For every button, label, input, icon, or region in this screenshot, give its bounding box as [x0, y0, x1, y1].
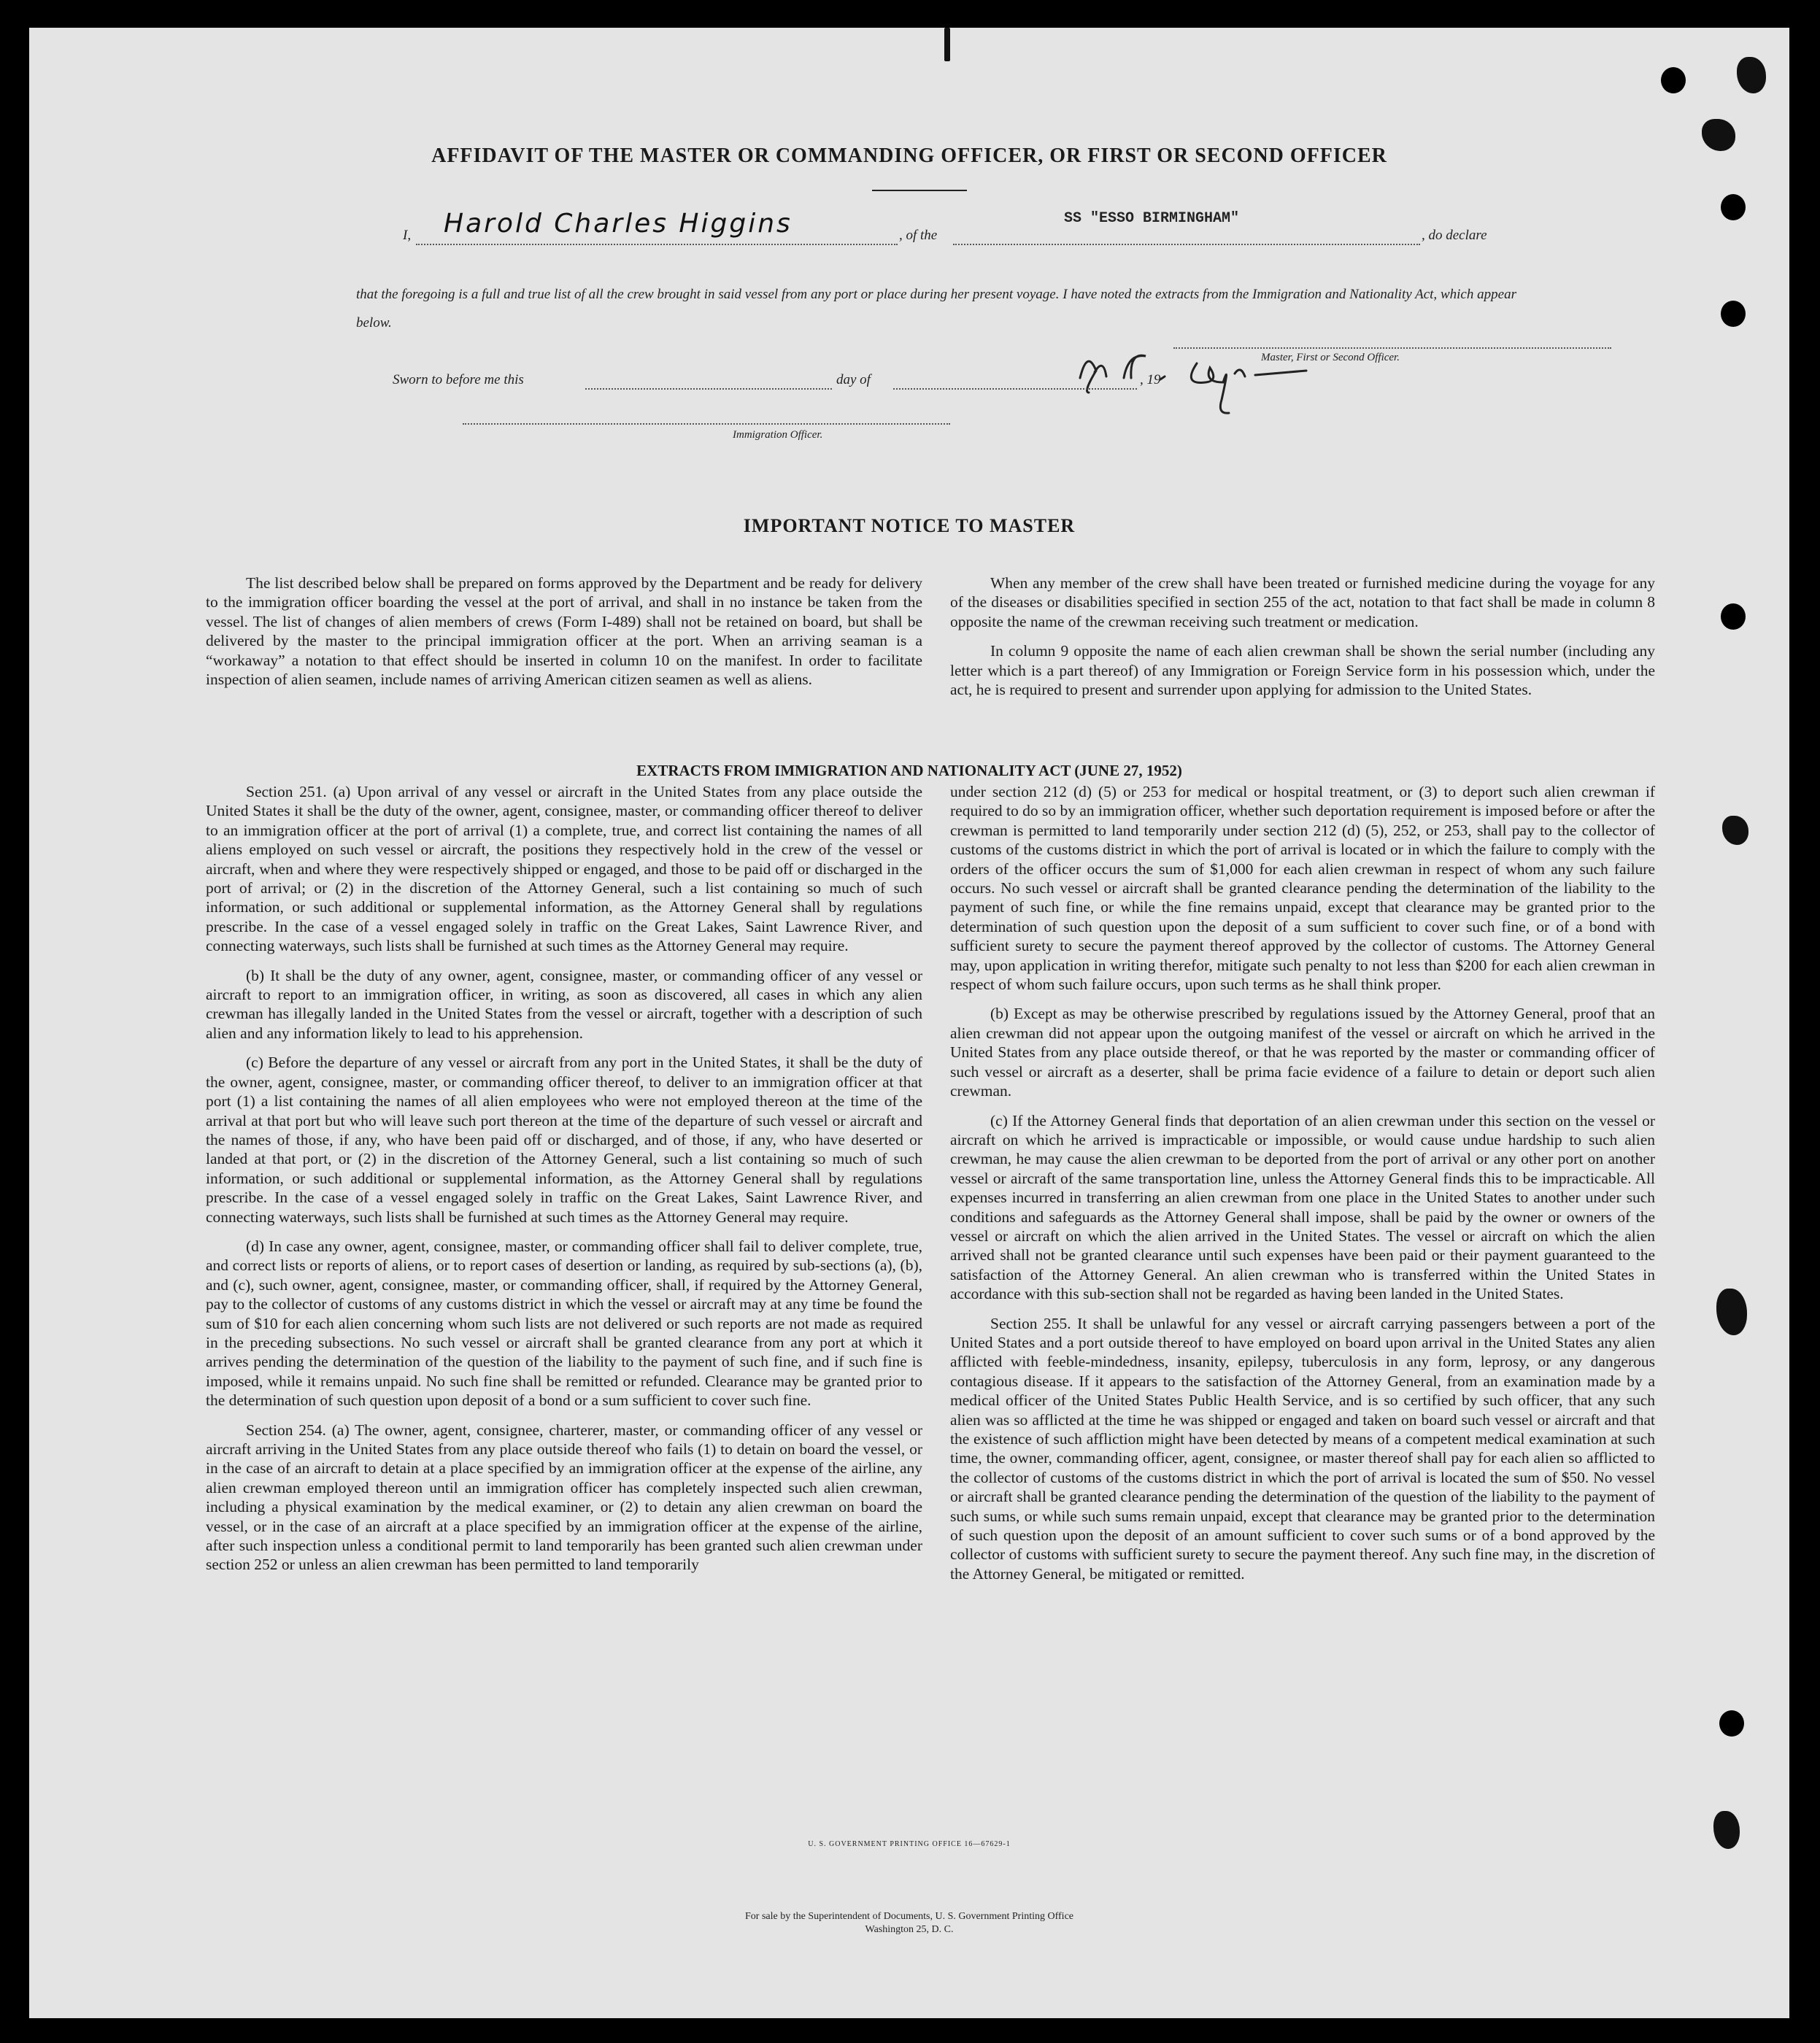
day-of-label: day of — [836, 372, 871, 387]
section-254a: Section 254. (a) The owner, agent, consignee, charterer, master, or commanding officer of any vessel or aircraft arriving in the United States from any place outside thereof who fails (1) to detain on board the vessel, or in the case of an aircraft to detain at a place specified by an immigration officer at the expense of the airline, any alien crewman employed thereon until an immigration officer has completely inspected such alien crewman, including a physical examination by the medical examiner, or (2) to detain any alien crewman on board the vessel, or in the case of an aircraft at a place specified by an immigration officer at the expense of the airline, after such inspection unless a conditional permit to land temporarily has been granted such alien crewman under section 252 or unless an alien crewman has been permitted to land temporarily — [206, 1421, 922, 1574]
vessel-name-typed: SS "ESSO BIRMINGHAM" — [1064, 210, 1240, 227]
punch-hole — [1719, 1710, 1744, 1737]
of-the-label: , of the — [899, 228, 938, 243]
staple-mark — [944, 28, 950, 61]
city-line: Washington 25, D. C. — [865, 1924, 954, 1935]
section-251d: (d) In case any owner, agent, consignee, master, or commanding officer shall fail to deliver complete, true, and correct lists or reports of aliens, or to report cases of desertion or landing, as required by sub-sections (a), (b), and (c), such owner, agent, consignee, master, or commanding officer, shall, if required by the Attorney General, pay to the collector of customs of any customs district in which the vessel or aircraft may at any time be found the sum of $10 for each alien concerning whom such lists are not delivered or such reports are not made as required in the preceding subsections. No such vessel or aircraft shall be granted clearance from any port at which it arrives pending the determination of the question of the liability to the payment of such fine, and if such fine is imposed, while it remains unpaid. No such fine shall be remitted or refunded. Clearance may be granted prior to the determination of such question upon deposit of a bond or a sum sufficient to cover such fine. — [206, 1237, 922, 1410]
name-field-line — [416, 244, 898, 245]
section-254c: (c) If the Attorney General finds that deportation of an alien crewman under this section on the vessel or aircraft on which he arrived is impracticable or impossible, or would cause undue hardship to such alien crewman, he may cause the alien crewman to be deported from the port of arrival or any other port on another vessel or aircraft of the same transportation line, unless the Attorney General finds this to be impracticable. All expenses incurred in transferring an alien crewman from one place in the United States to another under such conditions and safeguards as the Attorney General shall impose, shall be paid by the owner or owners of the vessel or aircraft on which the alien arrived in the United States. The vessel or aircraft on which the alien arrived shall not be granted clearance until such expenses have been paid or their payment guaranteed to the satisfaction of the Attorney General. An alien crewman who is transferred within the United States in accordance with this sub-section shall not be regarded as having been landed in the United States. — [950, 1111, 1655, 1303]
sworn-label: Sworn to before me this — [393, 372, 524, 387]
affidavit-text: that the foregoing is a full and true list of all the crew brought in said vessel from any port or place during her present voyage. I have noted the extracts from the Immigration and Nationality Act, which appear below. — [356, 287, 1516, 331]
form-page — [29, 28, 1789, 2018]
signature-line — [1173, 347, 1611, 349]
section-251a: Section 251. (a) Upon arrival of any vessel or aircraft in the United States from any place outside the United States it shall be the duty of the owner, agent, consignee, master, or commanding officer thereof to deliver to an immigration officer at the port of arrival (1) a complete, true, and correct list containing the names of all aliens employed on such vessel or aircraft, the positions they respectively hold in the crew of the vessel or aircraft, when and where they were respectively shipped or engaged, and those to be paid off or discharged in the port of arrival; or (2) in the discretion of the Attorney General, such a list containing so much of such information, or such additional or supplemental information, as the Attorney General shall by regulations prescribe. In the case of a vessel engaged solely in traffic on the Great Lakes, Saint Lawrence River, and connecting waterways, such lists shall be furnished at such times as the Attorney General may require. — [206, 783, 922, 955]
do-declare-label: , do declare — [1422, 228, 1487, 243]
ink-blotch — [1716, 1289, 1747, 1335]
year-label: , 19 — [1140, 372, 1161, 387]
sworn-date-field — [585, 388, 832, 390]
punch-hole — [1721, 603, 1746, 630]
notice-paragraph: The list described below shall be prepared on forms approved by the Department and be ready for delivery to the immigration officer boarding the vessel at the port of arrival, and shall in no instance be taken from the vessel. The list of changes of alien members of crews (Form I-489) shall not be retained on board, but shall be delivered by the master to the principal immigration officer at the port. When an arriving seaman is a “workaway” a notation to that effect should be inserted in column 10 on the manifest. In order to facilitate inspection of alien seamen, include names of arriving American citizen seamen as well as aliens. — [206, 574, 922, 689]
section-254b: (b) Except as may be otherwise prescribed by regulations issued by the Attorney General, proof that an alien crewman did not appear upon the outgoing manifest of the vessel or aircraft on which he arrived in the United States from any place outside thereof, or that he was reported by the master or commanding officer of such vessel or aircraft as a deserter, shall be prima facie evidence of a failure to detain or deport such alien crewman. — [950, 1005, 1655, 1100]
notice-left-column — [206, 573, 922, 699]
sale-line: For sale by the Superintendent of Documents, U. S. Government Printing Office — [745, 1911, 1073, 1922]
extracts-title: EXTRACTS FROM IMMIGRATION AND NATIONALITY ACT (JUNE 27, 1952) — [636, 762, 1182, 779]
page-title: AFFIDAVIT OF THE MASTER OR COMMANDING OFFICER, OR FIRST OR SECOND OFFICER — [431, 144, 1387, 167]
title-divider — [872, 190, 967, 191]
section-255: Section 255. It shall be unlawful for any vessel or aircraft carrying passengers between a port of the United States and a port outside thereof to have employed on board upon arrival in the United States any alien afflicted with feeble-mindedness, insanity, epilepsy, tuberculosis in any form, leprosy, or any dangerous contagious disease. If it appears to the satisfaction of the Attorney General, from an examination made by a medical officer of the United States Public Health Service, and is so certified by such officer, that any such alien was so afflicted at the time he was shipped or engaged and taken on board such vessel or aircraft and that the existence of such affliction might have been detected by means of a competent medical examination at such time, the owner, commanding officer, agent, consignee, or master thereof shall pay for each alien so afflicted to the collector of customs of the customs district in which the port of arrival is located the sum of $50. No vessel or aircraft shall be granted clearance pending the determination of the question of the liability to the payment of such sums, or while such sums remain unpaid, except that clearance may be granted prior to the determination of such question upon the deposit of an amount sufficient to cover such sums or of a bond approved by the collector of customs with sufficient surety to secure the payment thereof. Any such fine may, in the discretion of the Attorney General, be mitigated or remitted. — [950, 1314, 1655, 1583]
notice-paragraph: In column 9 opposite the name of each alien crewman shall be shown the serial number (including any letter which is a part thereof) of any Immigration or Foreign Service form in his possession which, under the act, he is required to present and surrender upon applying for admission to the United States. — [950, 642, 1655, 699]
section-251b: (b) It shall be the duty of any owner, agent, consignee, master, or commanding officer of any vessel or aircraft to report to an immigration officer, in writing, as soon as discovered, all cases in which any alien crewman has illegally landed in the United States from the vessel or aircraft, together with a description of such alien and any information likely to lead to his apprehension. — [206, 966, 922, 1042]
immigration-officer-label: Immigration Officer. — [733, 429, 823, 441]
punch-hole — [1721, 194, 1746, 220]
gpo-imprint: U. S. GOVERNMENT PRINTING OFFICE 16—67629-1 — [808, 1840, 1011, 1848]
i-label: I, — [403, 228, 412, 243]
sworn-month-field — [893, 388, 1137, 390]
master-signature — [1051, 334, 1328, 414]
punch-hole — [1661, 67, 1686, 93]
officer-name-handwritten: Harold Charles Higgins — [444, 209, 793, 239]
immigration-officer-line — [463, 423, 950, 425]
ink-blotch — [1737, 57, 1766, 93]
notice-title: IMPORTANT NOTICE TO MASTER — [743, 515, 1076, 536]
notice-right-column — [950, 573, 1655, 709]
master-title-label: Master, First or Second Officer. — [1261, 352, 1400, 363]
section-251c: (c) Before the departure of any vessel or aircraft from any port in the United States, it shall be the duty of the owner, agent, consignee, master, or commanding officer thereof, to deliver to an immigration officer at that port (1) a list containing the names of all alien employees who were not employed thereon at the time of the arrival at that port but who will leave such port thereon at the time of the departure of such vessel or aircraft and the names of those, if any, who have been paid off or discharged, and of those, if any, who have deserted or landed at that port, or (2) in the discretion of the Attorney General, such a list containing so much of such information, or such additional or supplemental information, as the Attorney General shall by regulations prescribe. In the case of a vessel engaged solely in traffic on the Great Lakes, Saint Lawrence River, and connecting waterways, such lists shall be furnished at such times as the Attorney General may require. — [206, 1054, 922, 1226]
punch-hole — [1721, 301, 1746, 327]
notice-paragraph: When any member of the crew shall have been treated or furnished medicine during the voyage for any of the diseases or disabilities specified in section 255 of the act, notation to that fact shall be made in column 8 opposite the name of the crewman receiving such treatment or medication. — [950, 574, 1655, 630]
extracts-left-column — [206, 782, 922, 1585]
vessel-field-line — [953, 244, 1420, 245]
extracts-right-column — [950, 782, 1655, 1594]
section-254a-continued: under section 212 (d) (5) or 253 for medical or hospital treatment, or (3) to deport such alien crewman if required to do so by an immigration officer, whether such deportation requirement is imposed before or after the crewman is permitted to land temporarily under section 212 (d) (5), 252, or 253, shall pay to the collector of customs of the customs district in which the port of arrival is located or in which the failure to comply with the orders of the officer occurs the sum of $1,000 for each alien crewman in respect of whom any such failure occurs. No such vessel or aircraft shall be granted clearance pending the determination of the liability to the payment of such fine, or while the fine remains unpaid, except that clearance may be granted prior to the determination of such question upon the deposit of a sum sufficient to cover such fine, or of a bond with sufficient surety to secure the payment thereof approved by the collector of customs. The Attorney General may, upon application in writing therefor, mitigate such penalty to not less than $200 for each alien crewman in respect of whom such failure occurs, upon such terms as he shall think proper. — [950, 783, 1655, 994]
sale-notice — [29, 1910, 1789, 1936]
ink-blotch — [1722, 816, 1748, 845]
